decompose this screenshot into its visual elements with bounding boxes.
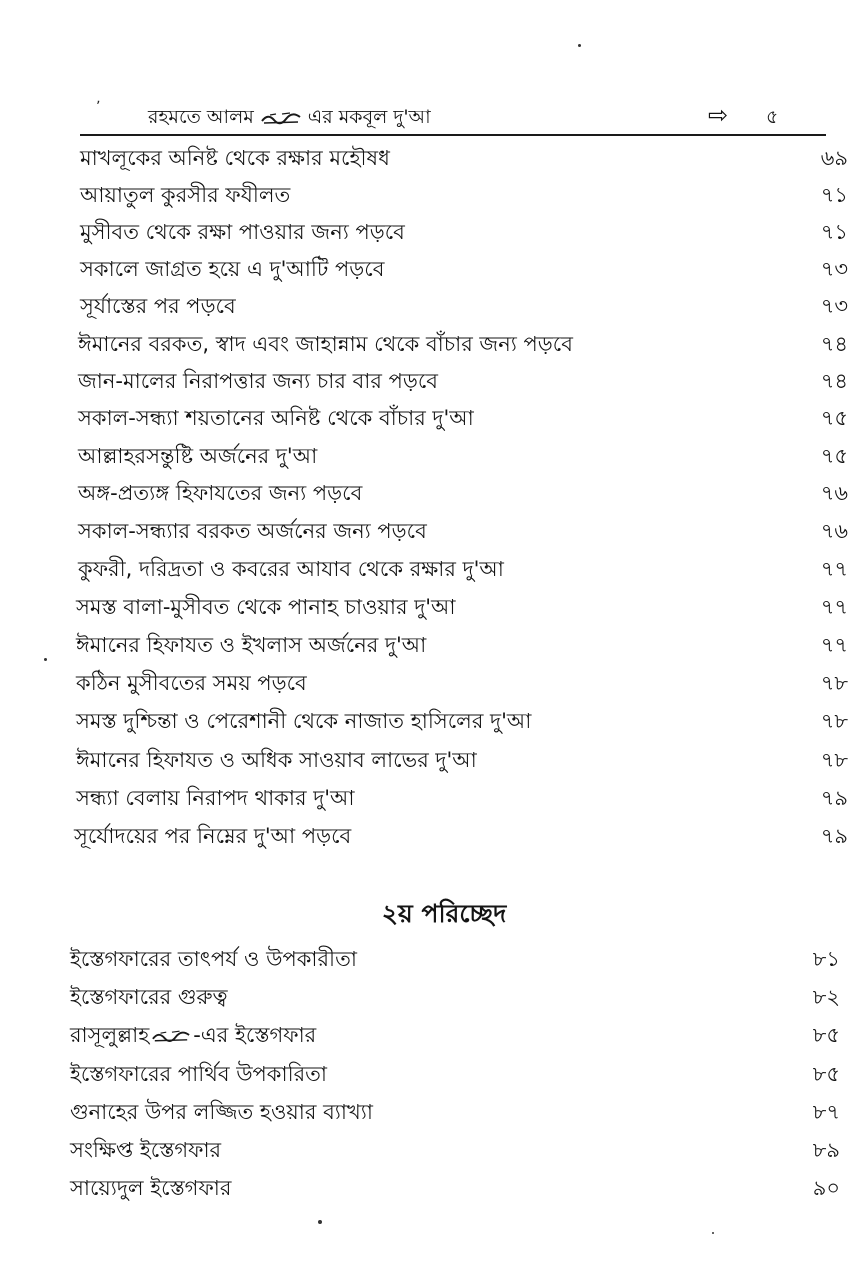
toc-entry-page: ৭১ (820, 220, 848, 244)
toc-entry-page: ৭৮ (820, 709, 848, 733)
toc-row (0, 590, 868, 624)
toc-entry-page: ৭৯ (820, 824, 848, 848)
toc-entry-title: সংক্ষিপ্ত ইস্তেগফার (70, 1138, 222, 1162)
toc-entry-title: ঈমানের বরকত, স্বাদ এবং জাহান্নাম থেকে বাঁচার জন্য পড়বে (78, 332, 573, 356)
toc-entry-page: ৭৭ (820, 595, 848, 619)
toc-row (0, 327, 868, 361)
toc-entry-page: ৮২ (812, 985, 840, 1009)
toc-row (0, 781, 868, 815)
toc-entry-page: ৮৭ (812, 1100, 840, 1124)
header-title-after: এর মকবূল দু'আ (307, 106, 431, 128)
toc-row (0, 215, 868, 249)
toc-entry-title: সূর্যাস্তের পর পড়বে (80, 294, 236, 318)
toc-entry-title: সন্ধ্যা বেলায় নিরাপদ থাকার দু'আ (76, 786, 355, 810)
toc-entry-page: ৭৩ (820, 257, 848, 281)
salutation-calligraphy-icon (260, 111, 302, 125)
toc-entry-page: ৭৪ (820, 332, 848, 356)
toc-entry-page: ৮৫ (812, 1062, 840, 1086)
toc-row (0, 980, 868, 1014)
header-page-number: ৫ (766, 106, 779, 128)
right-arrow-icon: ⇨ (708, 101, 729, 129)
toc-row (0, 364, 868, 398)
toc-row (0, 289, 868, 323)
toc-entry-title: মুসীবত থেকে রক্ষা পাওয়ার জন্য পড়বে (80, 220, 405, 244)
header-divider (80, 134, 826, 136)
toc-entry-page: ৭৪ (820, 369, 848, 393)
toc-entry-page: ৮৫ (812, 1023, 840, 1047)
toc-entry-title: ইস্তেগফারের পার্থিব উপকারিতা (70, 1062, 327, 1086)
toc-row (0, 1133, 868, 1167)
toc-entry-title: অঙ্গ-প্রত্যঙ্গ হিফাযতের জন্য পড়বে (78, 481, 363, 505)
toc-entry-page: ৭৬ (820, 481, 848, 505)
toc-entry-title: আল্লাহরসন্তুষ্টি অর্জনের দু'আ (78, 444, 318, 468)
toc-entry-page: ৭৬ (820, 519, 848, 543)
toc-row (0, 704, 868, 738)
toc-entry-page: ৭৫ (820, 406, 848, 430)
toc-entry-page: ৭৮ (820, 748, 848, 772)
toc-entry-title: আয়াতুল কুরসীর ফযীলত (80, 183, 291, 207)
header-ink-mark: ٬ (96, 99, 101, 115)
chapter-heading: ২য় পরিচ্ছেদ (381, 899, 507, 928)
running-header (78, 100, 828, 136)
toc-entry-page: ৭৭ (820, 633, 848, 657)
toc-entry-title-after: -এর ইস্তেগফার (193, 1023, 317, 1047)
header-title (148, 106, 431, 128)
toc-row (0, 401, 868, 435)
toc-entry-title: ইস্তেগফারের গুরুত্ব (70, 985, 228, 1009)
salutation-calligraphy-icon (151, 1029, 191, 1043)
toc-entry-title-before: রাসূলুল্লাহ (70, 1023, 150, 1047)
toc-row (0, 628, 868, 662)
toc-entry-title: সায়্যেদুল ইস্তেগফার (70, 1176, 232, 1200)
paper-speck (44, 658, 47, 661)
paper-speck (578, 44, 581, 47)
toc-entry-title: মাখলূকের অনিষ্ট থেকে রক্ষার মহৌষধ (80, 146, 390, 170)
toc-entry-title: সমস্ত দুশ্চিন্তা ও পেরেশানী থেকে নাজাত হাসিলের দু'আ (76, 709, 532, 733)
toc-row (0, 439, 868, 473)
toc-entry-title: সূর্যোদয়ের পর নিম্নের দু'আ পড়বে (74, 824, 352, 848)
toc-row (0, 666, 868, 700)
toc-entry-title: ঈমানের হিফাযত ও ইখলাস অর্জনের দু'আ (76, 633, 427, 657)
toc-entry-page: ৮১ (812, 947, 840, 971)
toc-row (0, 476, 868, 510)
toc-entry-page: ৭১ (820, 183, 848, 207)
toc-row (0, 942, 868, 976)
toc-row (0, 743, 868, 777)
toc-row (0, 1057, 868, 1091)
toc-entry-title: গুনাহের উপর লজ্জিত হওয়ার ব্যাখ্যা (70, 1100, 373, 1124)
toc-row (0, 514, 868, 548)
toc-entry-title (70, 1018, 316, 1052)
toc-entry-page: ৭৫ (820, 444, 848, 468)
toc-entry-title: ইস্তেগফারের তাৎপর্য ও উপকারীতা (70, 947, 357, 971)
toc-entry-page: ৭৭ (820, 557, 848, 581)
toc-entry-title: ঈমানের হিফাযত ও অধিক সাওয়াব লাভের দু'আ (76, 748, 477, 772)
toc-row (0, 1171, 868, 1205)
paper-speck (712, 1232, 714, 1234)
toc-row (0, 552, 868, 586)
toc-entry-page: ৭৯ (820, 786, 848, 810)
toc-entry-page: ৬৯ (820, 146, 848, 170)
toc-entry-title: কুফরী, দরিদ্রতা ও কবরের আযাব থেকে রক্ষার দু'আ (78, 557, 504, 581)
toc-row (0, 1095, 868, 1129)
toc-entry-title: সকাল-সন্ধ্যা শয়তানের অনিষ্ট থেকে বাঁচার দু'আ (78, 406, 474, 430)
toc-row (0, 1018, 868, 1052)
toc-row (0, 141, 868, 175)
toc-entry-page: ৭৮ (820, 671, 848, 695)
toc-entry-title: কঠিন মুসীবতের সময় পড়বে (76, 671, 307, 695)
toc-entry-title: সকালে জাগ্রত হয়ে এ দু'আটি পড়বে (80, 257, 385, 281)
toc-entry-title: সমস্ত বালা-মুসীবত থেকে পানাহ চাওয়ার দু'আ (76, 595, 456, 619)
toc-row (0, 252, 868, 286)
toc-entry-title: সকাল-সন্ধ্যার বরকত অর্জনের জন্য পড়বে (78, 519, 427, 543)
paper-speck (318, 1220, 322, 1224)
toc-entry-page: ৮৯ (812, 1138, 840, 1162)
toc-row (0, 819, 868, 853)
toc-row (0, 178, 868, 212)
toc-entry-title: জান-মালের নিরাপত্তার জন্য চার বার পড়বে (78, 369, 438, 393)
toc-entry-page: ৭৩ (820, 294, 848, 318)
toc-entry-page: ৯০ (812, 1176, 840, 1200)
header-title-before: রহমতে আলম (148, 106, 254, 128)
